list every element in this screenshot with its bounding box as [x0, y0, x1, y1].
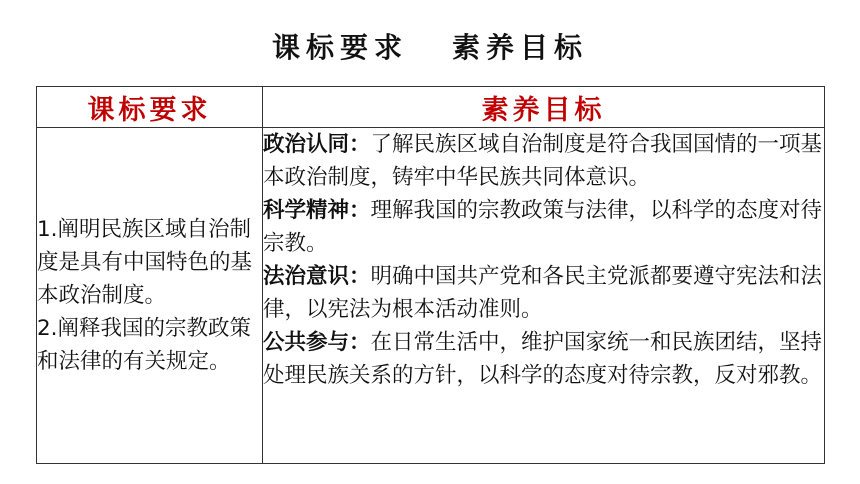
- goal-item-political: [263, 128, 824, 194]
- goals-cell: [263, 128, 825, 464]
- goal-text: 理解我国的宗教政策与法律，以科学的态度对待宗教。: [263, 198, 823, 256]
- page-title-goals: 素养目标: [452, 31, 589, 64]
- goal-item-participation: [263, 326, 824, 392]
- header-goals: 素养目标: [263, 87, 825, 128]
- goal-label: 科学精神：: [263, 198, 371, 223]
- requirements-cell: [37, 128, 263, 464]
- requirement-item-2: 2.阐释我国的宗教政策和法律的有关规定。: [37, 316, 252, 374]
- goal-text: 明确中国共产党和各民主党派都要遵守宪法和法律，以宪法为根本活动准则。: [263, 264, 823, 322]
- goal-label: 公共参与：: [263, 330, 371, 355]
- goal-item-science: [263, 194, 824, 260]
- table-header-row: [37, 87, 825, 128]
- goal-label: 法治意识：: [263, 264, 371, 289]
- page-title: [0, 26, 860, 66]
- goal-text: 在日常生活中，维护国家统一和民族团结，坚持处理民族关系的方针，以科学的态度对待宗教，反对邪教。: [263, 330, 823, 388]
- goal-item-rule-of-law: [263, 260, 824, 326]
- curriculum-goals-table: [36, 86, 825, 464]
- requirement-item-1: 1.阐明民族区域自治制度是具有中国特色的基本政治制度。: [37, 217, 253, 308]
- goal-label: 政治认同：: [263, 132, 371, 157]
- table-row: [37, 128, 825, 464]
- header-requirements: 课标要求: [37, 87, 263, 128]
- page-title-requirements: 课标要求: [271, 31, 408, 64]
- goal-text: 了解民族区域自治制度是符合我国国情的一项基本政治制度，铸牢中华民族共同体意识。: [263, 132, 823, 190]
